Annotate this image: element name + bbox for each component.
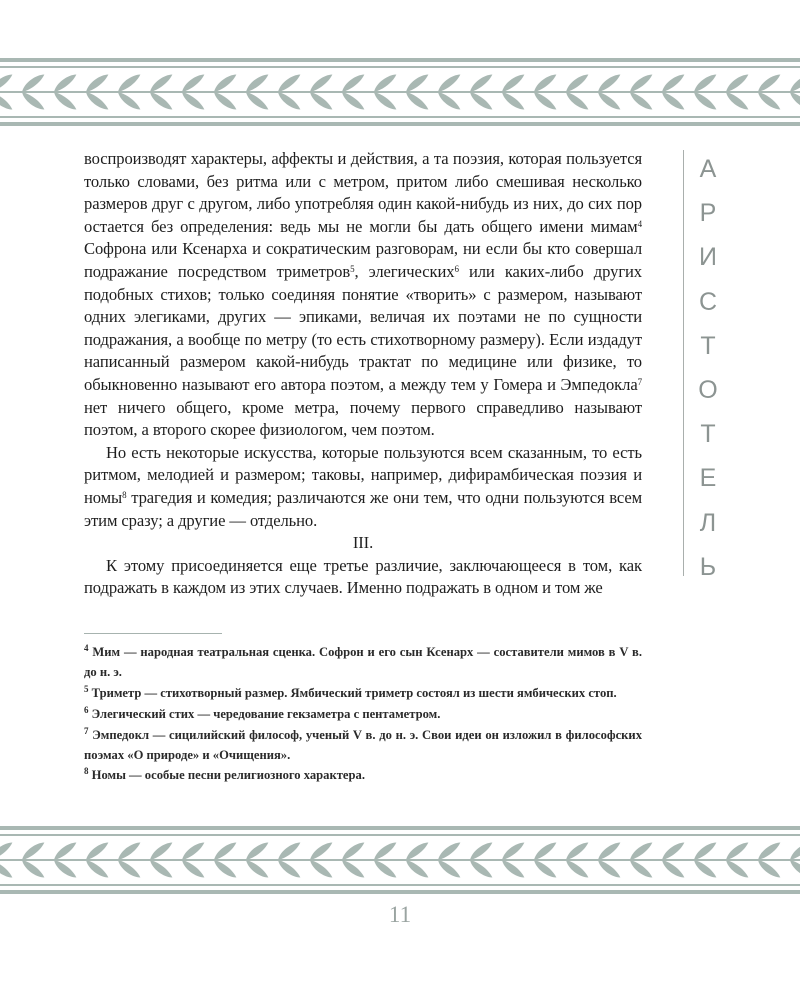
leaf-icon	[243, 859, 271, 879]
vertical-author-title	[694, 147, 722, 589]
leaf-icon	[659, 841, 687, 861]
leaf-icon	[435, 841, 463, 861]
ornament-rule	[0, 826, 800, 830]
footnote-number: 7	[84, 725, 89, 736]
leaf-icon	[627, 73, 655, 93]
text-run: воспроизводят характеры, аффекты и действия, а та поэзия, которая пользуется только словами, без ритма или с метром, притом либо смешивая несколько размеров друг с другом, либо употребляя один какой-нибудь из них, до сих пор остается без определения: ведь мы не могли бы дать общего имени мимам	[84, 149, 642, 236]
leaf-icon	[243, 91, 271, 111]
vertical-title-letter: А	[699, 155, 717, 183]
footnote-divider	[84, 633, 222, 634]
leaf-icon	[403, 841, 431, 861]
leaf-icon	[371, 73, 399, 93]
leaf-icon	[211, 73, 239, 93]
paragraph-3: К этому присоединяется еще третье различие, заключающееся в том, как подражать в каждом из этих случаев. Именно подражать в одном и том же	[84, 555, 642, 598]
footnote-text: Номы — особые песни религиозного характера.	[88, 768, 365, 783]
text-run: трагедия и комедия; различаются же они тем, что одни пользуются всем этим сразу; а другие — отдельно.	[84, 487, 642, 530]
leaf-icon	[787, 91, 800, 111]
leaf-icon	[563, 841, 591, 861]
leaf-icon	[499, 841, 527, 861]
leaf-icon	[467, 91, 495, 111]
leaf-icon	[339, 859, 367, 879]
leaf-icon	[147, 859, 175, 879]
text-run: , элегических	[354, 261, 455, 281]
leaf-icon	[627, 841, 655, 861]
leaf-icon	[0, 859, 15, 879]
leaf-icon	[115, 73, 143, 93]
footnote-number: 4	[84, 643, 89, 653]
leaf-icon	[787, 841, 800, 861]
leaf-icon	[307, 91, 335, 111]
leaf-icon	[83, 841, 111, 861]
leaf-icon	[691, 841, 719, 861]
leaf-icon	[339, 73, 367, 93]
leaf-icon	[179, 841, 207, 861]
footnote-ref-8[interactable]: 8	[122, 489, 127, 500]
leaf-icon	[211, 841, 239, 861]
ornament-rule	[0, 66, 800, 68]
footnote-ref-7[interactable]: 7	[637, 376, 642, 387]
leaf-icon	[659, 91, 687, 111]
vertical-title-letter: И	[699, 243, 717, 272]
vertical-title-letter: Т	[700, 331, 716, 360]
leaf-icon	[787, 859, 800, 879]
leaf-icon	[563, 859, 591, 879]
leaf-icon	[147, 91, 175, 111]
leaf-icon	[51, 73, 79, 93]
leaf-icon	[659, 859, 687, 879]
leaf-icon	[115, 91, 143, 111]
leaf-icon	[755, 91, 783, 111]
leaf-icon	[179, 859, 207, 879]
footnote-5	[84, 684, 642, 704]
footnote-number: 8	[84, 766, 89, 777]
footnote-number: 6	[84, 704, 89, 715]
leaf-icon	[691, 859, 719, 879]
vertical-title-letter: Л	[699, 508, 717, 537]
ornament-rule	[0, 58, 800, 62]
leaf-icon	[307, 73, 335, 93]
footnote-text: Эмпедокл — сицилийский философ, ученый V в. до н. э. Свои идеи он изложил в философских поэмах «О природе» и «Очищения».	[84, 727, 642, 762]
paragraph-2	[84, 442, 642, 532]
footnote-4	[84, 643, 642, 683]
leaf-icon	[595, 73, 623, 93]
leaf-icon	[627, 859, 655, 879]
paragraph-1	[84, 148, 642, 442]
leaf-icon	[211, 91, 239, 111]
footnote-ref-5[interactable]: 5	[350, 263, 355, 274]
ornament-band-top	[0, 58, 800, 126]
ornament-rule	[0, 884, 800, 886]
footnote-8	[84, 766, 642, 786]
leaf-icon	[723, 91, 751, 111]
leaf-icon	[83, 73, 111, 93]
leaf-icon	[659, 73, 687, 93]
ornament-rule	[0, 122, 800, 126]
leaf-icon	[51, 859, 79, 879]
leaf-icon	[83, 91, 111, 111]
leaf-icon	[275, 841, 303, 861]
leaf-icon	[275, 73, 303, 93]
main-text	[84, 148, 642, 600]
vertical-title-letter: Т	[700, 420, 716, 449]
vertical-title-letter: Р	[699, 199, 717, 228]
ornament-rule	[0, 116, 800, 118]
leaf-icon	[723, 859, 751, 879]
text-run: или каких-либо других подобных стихов; только соединяя понятие «творить» с размером, называют одних элегиками, других — эпиками, величая их поэтами не по сущности подражания, а вообще по метру (то есть стихотворному размеру). Если издадут написанный размером какой-нибудь трактат по медицине или физике, то обыкновенно называют его автора поэтом, а между тем у Гомера и Эмпедокла	[84, 261, 642, 394]
ornament-rule	[0, 834, 800, 836]
leaf-icon	[51, 841, 79, 861]
leaf-icon	[467, 841, 495, 861]
leaf-icon	[339, 91, 367, 111]
footnote-number: 5	[84, 683, 89, 694]
leaf-icon	[435, 73, 463, 93]
leaf-icon	[787, 73, 800, 93]
leaf-icon	[499, 859, 527, 879]
leaf-icon	[179, 73, 207, 93]
leaf-icon	[307, 841, 335, 861]
vertical-title-letter: Ь	[699, 552, 717, 581]
leaf-icon	[243, 841, 271, 861]
leaf-icon	[83, 859, 111, 879]
leaf-icon	[19, 73, 47, 93]
leaf-icon	[19, 91, 47, 111]
leaf-icon	[0, 841, 15, 861]
footnote-6	[84, 705, 642, 725]
leaf-icon	[467, 73, 495, 93]
leaf-icon	[115, 859, 143, 879]
ornament-band-bottom	[0, 826, 800, 894]
leaf-icon	[691, 73, 719, 93]
leaf-icon	[499, 91, 527, 111]
footnote-7	[84, 726, 642, 766]
footnote-text: Мим — народная театральная сценка. Софрон и его сын Ксенарх — составители мимов в V в. до н. э.	[84, 645, 642, 679]
leaf-icon	[723, 73, 751, 93]
leaf-icon	[531, 859, 559, 879]
leaf-icon	[0, 73, 15, 93]
leaf-icon	[19, 841, 47, 861]
footnote-ref-4[interactable]: 4	[637, 218, 642, 229]
leaf-icon	[595, 841, 623, 861]
leaf-icon	[371, 91, 399, 111]
leaf-icon	[531, 73, 559, 93]
leaf-icon	[147, 841, 175, 861]
chapter-heading: III.	[352, 533, 374, 553]
leaf-icon	[403, 91, 431, 111]
leaf-icon	[691, 91, 719, 111]
leaf-icon	[371, 841, 399, 861]
leaf-icon	[371, 859, 399, 879]
leaf-icon	[403, 859, 431, 879]
leaf-icon	[435, 91, 463, 111]
leaf-icon	[499, 73, 527, 93]
leaf-icon	[627, 91, 655, 111]
vertical-title-letter: О	[698, 376, 718, 405]
leaf-icon	[723, 841, 751, 861]
leaf-icon	[307, 859, 335, 879]
laurel-ornament	[0, 826, 800, 894]
leaf-icon	[595, 91, 623, 111]
vertical-divider	[683, 150, 684, 576]
leaf-icon	[755, 859, 783, 879]
text-run: Софрона или Ксенарха и сократическим разговорам, ни если бы кто совершал подражание посредством триметров	[84, 239, 642, 281]
page-number: 11	[388, 902, 412, 927]
laurel-ornament	[0, 58, 800, 126]
leaf-icon	[403, 73, 431, 93]
leaf-icon	[19, 859, 47, 879]
leaf-icon	[275, 859, 303, 879]
leaf-icon	[435, 859, 463, 879]
leaf-icon	[179, 91, 207, 111]
leaf-icon	[467, 859, 495, 879]
text-run: нет ничего общего, кроме метра, почему первого справедливо называют поэтом, а второго скорее физиологом, чем поэтом.	[84, 397, 642, 440]
footnote-text: Элегический стих — чередование гекзаметра с пентаметром.	[88, 706, 441, 721]
footnote-ref-6[interactable]: 6	[454, 263, 459, 274]
leaf-icon	[115, 841, 143, 861]
leaf-icon	[147, 73, 175, 93]
text-run: Но есть некоторые искусства, которые пользуются всем сказанным, то есть ритмом, мелодией и размером; таковы, например, дифирамбическая поэзия и номы	[84, 442, 642, 507]
vertical-title-letter: С	[698, 287, 718, 316]
footnote-text: Триметр — стихотворный размер. Ямбический триметр состоял из шести ямбических стоп.	[88, 685, 617, 700]
leaf-icon	[755, 73, 783, 93]
leaf-icon	[0, 91, 15, 111]
leaf-icon	[211, 859, 239, 879]
leaf-icon	[531, 841, 559, 861]
leaf-icon	[563, 91, 591, 111]
leaf-icon	[51, 91, 79, 111]
leaf-icon	[595, 859, 623, 879]
leaf-icon	[243, 73, 271, 93]
vertical-title-letter: Е	[699, 464, 717, 493]
leaf-icon	[563, 73, 591, 93]
leaf-icon	[531, 91, 559, 111]
footnotes	[84, 643, 642, 787]
ornament-rule	[0, 890, 800, 894]
leaf-icon	[755, 841, 783, 861]
leaf-icon	[275, 91, 303, 111]
leaf-icon	[339, 841, 367, 861]
